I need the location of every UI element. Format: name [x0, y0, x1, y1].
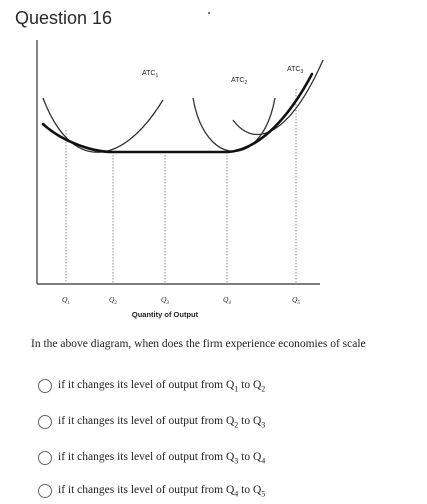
radio-button[interactable] [38, 484, 52, 498]
option-label: if it changes its level of output from $Q_3$ to $Q_4$ [58, 450, 266, 466]
tick-q5: $Q_5$ [292, 295, 300, 306]
tick-q2: $Q_2$ [109, 295, 117, 306]
atc2-label: $ATC_2$ [231, 77, 248, 86]
atc3-label: $ATC_3$ [287, 66, 304, 75]
x-axis-title: Quantity of Output [131, 310, 199, 319]
option-label: if it changes its level of output from $Q_1$ to $Q_2$ [58, 378, 266, 394]
question-prompt: In the above diagram, when does the firm experience economies of scale [31, 338, 366, 350]
option-q3-to-q4[interactable] [38, 449, 265, 467]
tick-q4: $Q_4$ [223, 295, 231, 306]
tick-q3: $Q_3$ [161, 295, 169, 306]
radio-button[interactable] [38, 415, 52, 429]
radio-button[interactable] [38, 451, 52, 465]
atc2-curve [193, 98, 275, 151]
option-q2-to-q3[interactable] [38, 413, 265, 431]
radio-button[interactable] [38, 379, 52, 393]
atc1-label: $ATC_1$ [142, 70, 159, 79]
option-label: if it changes its level of output from $Q_4$ to $Q_5$ [58, 483, 266, 499]
question-title: Question 16 [15, 8, 113, 28]
option-label: if it changes its level of output from $Q_2$ to $Q_3$ [58, 414, 266, 430]
option-q1-to-q2[interactable] [38, 377, 265, 395]
atc1-curve [43, 98, 163, 152]
option-q4-to-q5[interactable] [38, 482, 265, 500]
tick-q1: $Q_1$ [62, 295, 70, 306]
